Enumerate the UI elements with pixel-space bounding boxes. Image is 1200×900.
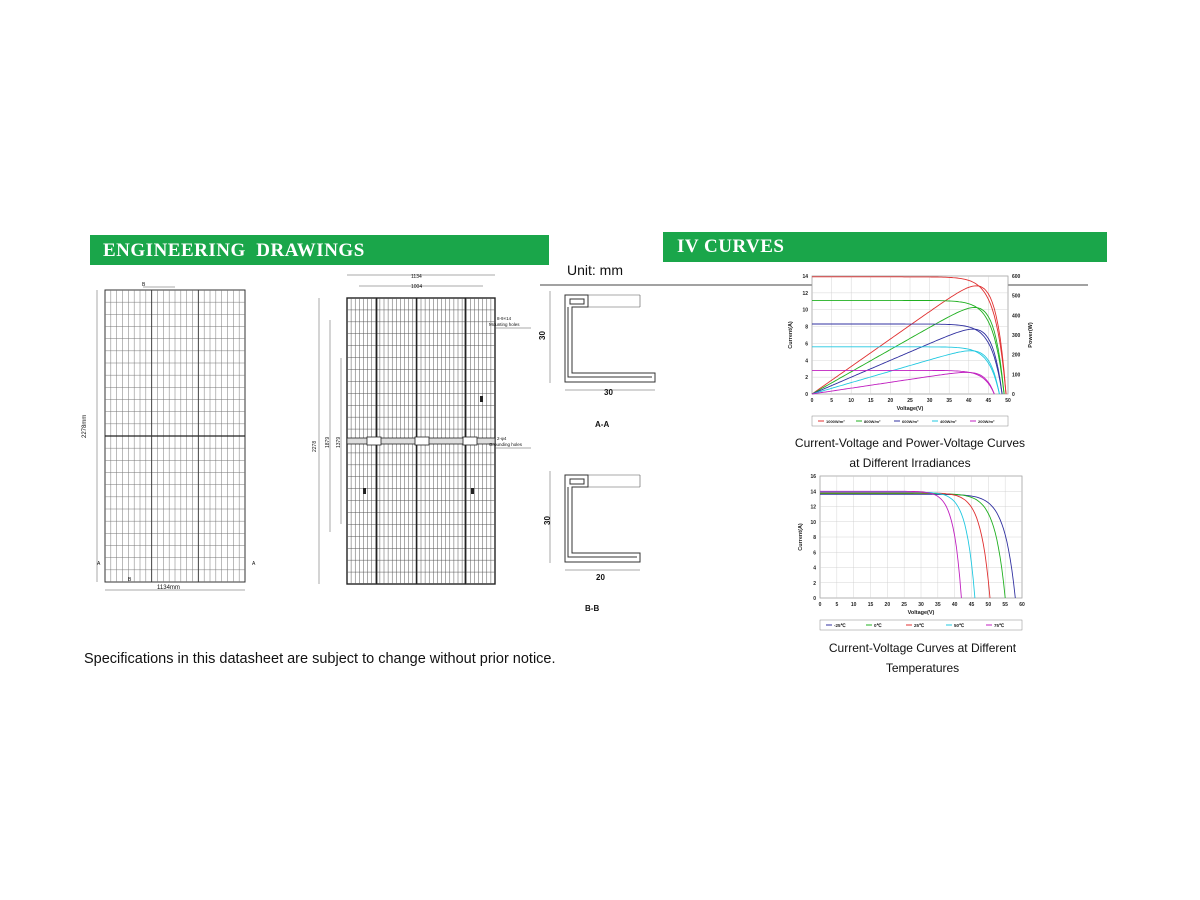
- front-panel-drawing: [85, 280, 260, 600]
- chart2-xtick: 40: [951, 602, 958, 608]
- profile-inner: [570, 479, 584, 484]
- front-section-mark-left: A: [97, 561, 101, 567]
- section-aa-height: 30: [538, 331, 547, 340]
- chart2-ytick: 12: [810, 504, 816, 511]
- chart2-subtitle: Temperatures: [885, 661, 960, 675]
- chart1-xtick: 35: [946, 398, 952, 404]
- unit-label: Unit: mm: [567, 262, 623, 278]
- chart1-y2tick: 400: [1012, 313, 1021, 320]
- back-overall-width: 1134: [411, 274, 422, 280]
- front-bottom-mark: B: [128, 577, 132, 583]
- back-inner-height-a: 1879: [325, 436, 331, 448]
- chart2-ytick: 16: [810, 474, 816, 480]
- chart1-ytick: 10: [802, 307, 808, 314]
- frame-profile: [565, 295, 655, 382]
- front-top-mark: B: [142, 282, 146, 288]
- chart1-legend-label: 1000W/m²: [826, 419, 845, 424]
- footer-note: Specifications in this datasheet are subject to change without prior notice.: [84, 651, 556, 667]
- mounting-holes-label: 8-9×14: [497, 316, 512, 321]
- chart2-legend-label: 50℃: [954, 623, 965, 628]
- iv-curves-title: IV CURVES: [677, 236, 785, 257]
- chart1-xtick: 45: [985, 398, 992, 404]
- chart2-xtick: 10: [850, 602, 857, 608]
- chart2-ytick: 4: [813, 565, 816, 572]
- chart2-xtick: 60: [1019, 602, 1025, 608]
- junction-box: [415, 437, 429, 445]
- chart1-title: Current-Voltage and Power-Voltage Curves: [794, 436, 1026, 450]
- section-bb-height: 30: [543, 516, 552, 525]
- chart2-legend-label: -25℃: [834, 623, 846, 628]
- chart2-legend-label: 25℃: [914, 623, 925, 628]
- chart1-ytick: 4: [805, 358, 808, 365]
- chart2-legend-label: 75℃: [994, 623, 1005, 628]
- chart1-y2label: Power(W): [1028, 322, 1034, 348]
- section-aa-width: 30: [604, 388, 613, 397]
- chart2-xtick: 55: [1002, 602, 1008, 608]
- profile-outline: [565, 295, 655, 382]
- chart2-xtick: 0: [818, 602, 822, 608]
- chart1-xtick: 0: [810, 398, 814, 404]
- chart2-title: Current-Voltage Curves at Different: [828, 641, 1017, 655]
- profile-inner-line: [568, 487, 637, 557]
- chart1-xtick: 20: [887, 398, 894, 404]
- section-aa-drawing: [540, 285, 665, 400]
- back-overall-height: 2278: [312, 440, 318, 452]
- chart1-xtick: 10: [848, 398, 854, 404]
- chart1-xlabel: Voltage(V): [896, 406, 924, 412]
- chart1-ylabel: Current(A): [788, 321, 794, 349]
- chart2-xlabel: Voltage(V): [907, 610, 935, 616]
- chart2-legend: [820, 620, 1022, 630]
- engineering-drawings-title: ENGINEERING DRAWINGS: [103, 240, 365, 261]
- chart1-ytick: 8: [805, 324, 808, 331]
- chart1-ytick: 2: [805, 375, 808, 382]
- chart2-xtick: 20: [884, 602, 891, 608]
- mounting-holes-sub: Mounting holes: [489, 322, 520, 327]
- chart1-xtick: 25: [907, 398, 913, 404]
- temperature-chart: [790, 470, 1030, 640]
- front-height-label: 2278mm: [82, 414, 88, 438]
- mounting-hole: [480, 396, 483, 402]
- chart2-xtick: 15: [867, 602, 874, 608]
- chart1-ytick: 6: [805, 341, 808, 348]
- junction-box: [463, 437, 477, 445]
- chart1-y2tick: 0: [1012, 392, 1015, 398]
- chart1-y2tick: 500: [1012, 293, 1021, 300]
- back-inner-width: 1004: [411, 284, 423, 290]
- chart2-xtick: 35: [935, 602, 941, 608]
- iv-curves-banner: [663, 232, 1107, 262]
- chart2-ytick: 10: [810, 519, 816, 526]
- grounding-holes-sub: Grounding holes: [489, 442, 523, 447]
- chart2-ytick: 6: [813, 550, 816, 557]
- frame-profile: [565, 475, 640, 562]
- chart1-ytick: 0: [805, 392, 808, 398]
- section-bb-width: 20: [596, 573, 605, 582]
- chart2-xtick: 50: [985, 602, 992, 608]
- chart1-xtick: 15: [868, 398, 874, 404]
- chart1-caption: [770, 433, 1050, 473]
- profile-inner: [570, 299, 584, 304]
- front-section-mark-right: A: [252, 561, 256, 567]
- chart2-xtick: 30: [918, 602, 924, 608]
- chart2-ytick: 0: [813, 596, 816, 602]
- chart1-legend-label: 800W/m²: [864, 419, 881, 424]
- chart2-caption: [800, 638, 1045, 678]
- grounding-holes-label: 2-φ4: [497, 436, 507, 441]
- profile-inner-line: [568, 307, 652, 377]
- section-bb-label: B-B: [585, 604, 600, 613]
- chart1-legend-label: 600W/m²: [902, 419, 919, 424]
- chart1-legend-label: 200W/m²: [978, 419, 995, 424]
- grounding-hole: [471, 488, 474, 494]
- front-width-label: 1134mm: [157, 585, 180, 591]
- chart1-xtick: 30: [926, 398, 933, 404]
- grounding-hole: [363, 488, 366, 494]
- chart1-y2tick: 600: [1012, 274, 1021, 280]
- chart2-xtick: 5: [835, 602, 839, 608]
- chart1-legend: [812, 416, 1008, 426]
- irradiance-chart: [780, 268, 1034, 433]
- engineering-drawings-banner: [90, 235, 549, 265]
- section-bb-drawing: [540, 465, 665, 580]
- chart1-legend-label: 400W/m²: [940, 419, 957, 424]
- chart1-xtick: 40: [966, 398, 972, 404]
- chart2-xtick: 25: [901, 602, 907, 608]
- chart1-ytick: 12: [802, 290, 808, 297]
- chart2-ylabel: Current(A): [798, 523, 804, 551]
- chart2-ytick: 14: [810, 489, 816, 496]
- chart1-ytick: 14: [802, 274, 808, 280]
- section-aa-label: A-A: [595, 420, 610, 429]
- chart1-y2tick: 300: [1012, 333, 1021, 339]
- chart1-y2tick: 200: [1012, 352, 1021, 359]
- chart2-xtick: 45: [968, 602, 975, 608]
- profile-outline: [565, 475, 640, 562]
- chart1-xtick: 5: [830, 398, 833, 404]
- chart1-xtick: 50: [1005, 398, 1011, 404]
- chart2-ytick: 8: [813, 535, 816, 541]
- chart1-subtitle: at Different Irradiances: [849, 456, 971, 470]
- back-inner-height-b: 1379: [336, 436, 342, 448]
- chart2-legend-label: 0℃: [874, 623, 882, 628]
- junction-box: [367, 437, 381, 445]
- chart2-ytick: 2: [813, 580, 816, 587]
- chart1-y2tick: 100: [1012, 372, 1021, 379]
